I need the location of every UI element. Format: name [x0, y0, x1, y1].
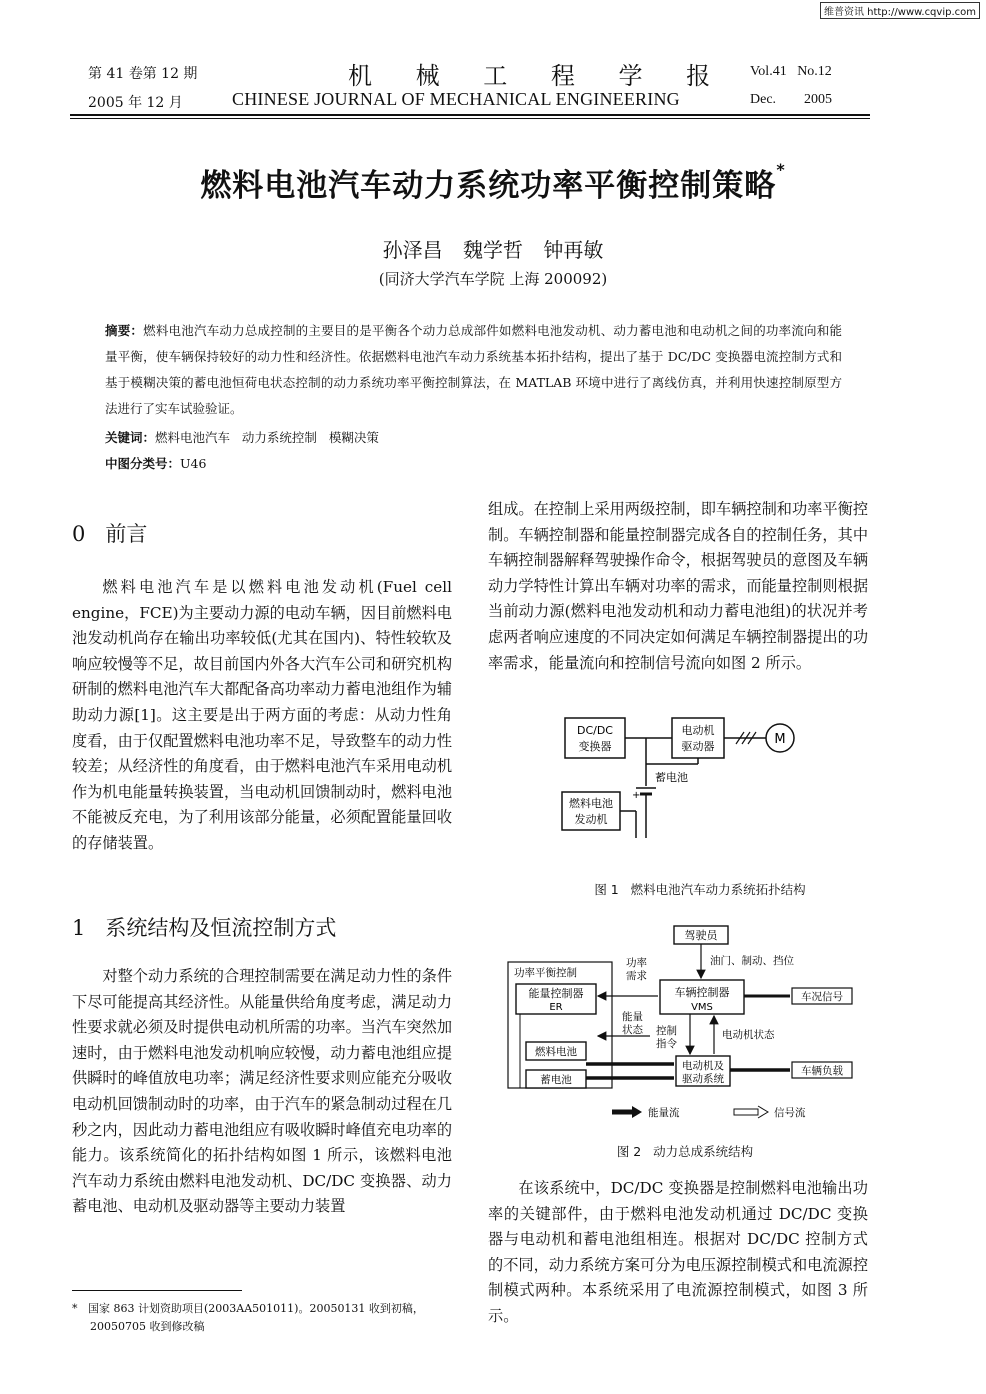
- fce-label-1: 燃料电池: [569, 797, 613, 810]
- motor-driver-label-2: 驱动器: [681, 740, 715, 753]
- date-en: Dec. 2005: [750, 92, 833, 107]
- vehicle-load-label: 车辆负载: [801, 1065, 843, 1077]
- figure-2-caption: 图 2 动力总成系统结构: [616, 1144, 754, 1159]
- driver-label: 驾驶员: [684, 929, 718, 942]
- footnote-mark: *: [72, 1302, 78, 1315]
- battery-plus: +: [632, 790, 641, 801]
- footnote-line-2: 20050705 收到修改稿: [90, 1320, 205, 1333]
- paper-title: 燃料电池汽车动力系统功率平衡控制策略*: [200, 160, 786, 204]
- footnote: [72, 1300, 424, 1336]
- keywords-text: 燃料电池汽车 动力系统控制 模糊决策: [155, 430, 379, 445]
- power-demand-label-2: 需求: [626, 970, 647, 982]
- pedal-label: 油门、制动、挡位: [710, 955, 794, 967]
- abstract-text: 燃料电池汽车动力总成控制的主要目的是平衡各个动力总成部件如燃料电池发动机、动力蓄电池和电动机之间的功率流向和能量平衡，使车辆保持较好的动力性和经济性。依据燃料电池汽车动力系统基本拓扑结构，提出了基于 DC/DC 变换器电流控制方式和基于模糊决策的蓄电池恒荷电状态控制的动力系统功率平衡控制算法，在 MATLAB 环境中进行了离线仿真，并利用快速控制原型方法进行了实车试验验证。: [105, 323, 842, 416]
- energy-controller-label-2: ER: [549, 1002, 563, 1013]
- keywords-label: 关键词：: [105, 430, 156, 445]
- dcdc-label-2: 变换器: [578, 740, 612, 753]
- legend-energy-label: 能量流: [648, 1107, 680, 1119]
- motor-drive-label-2: 驱动系统: [682, 1073, 724, 1085]
- keywords: [105, 428, 379, 446]
- header-rule-thin: [70, 118, 870, 119]
- motor-driver-label-1: 电动机: [681, 724, 715, 737]
- abstract: [105, 318, 842, 422]
- fce-label-2: 发动机: [574, 813, 608, 826]
- header-rule: [70, 114, 870, 116]
- authors: 孙泽昌 魏学哲 钟再敏: [382, 238, 604, 262]
- motor-state-label: 电动机状态: [722, 1029, 775, 1041]
- legend-signal-label: 信号流: [774, 1107, 806, 1119]
- battery-box-label: 蓄电池: [540, 1074, 572, 1086]
- right-paragraph-2: 在该系统中，DC/DC 变换器是控制燃料电池输出功率的关键部件，由于燃料电池发动机通过 DC/DC 变换器与电动机和蓄电池组相连。根据对 DC/DC 控制方式的不同，动力系统方案可分为电压源控制模式和电流源控制模式两种。本系统采用了电流源控制模式，如图 3 所示。: [488, 1179, 868, 1325]
- intro-paragraph: 燃料电池汽车是以燃料电池发动机(Fuel cell engine，FCE)为主要动力源的电动车辆，因目前燃料电池发动机尚存在输出功率较低(尤其在国内)、特性较软及响应较慢等不足，故目前国内外各大汽车公司和研究机构研制的燃料电池汽车大都配备高功率动力蓄电池组作为辅助动力源[1]。这主要是出于两方面的考虑：从动力性角度看，由于仅配置燃料电池功率不足，导致整车的动力性较差；从经济性的角度看，由于燃料电池汽车采用电动机作为机电能量转换装置，当电动机回馈制动时，燃料电池不能被反充电，为了利用该部分能量，必须配置能量回收的存储装置。: [72, 578, 452, 852]
- vms-label-2: VMS: [691, 1002, 713, 1013]
- clc-label: 中图分类号：: [105, 456, 181, 471]
- clc-number: [105, 454, 206, 472]
- watermark: 维普资讯 http://www.cqvip.com: [820, 2, 980, 19]
- motor-m-label: M: [774, 732, 786, 747]
- affiliation: (同济大学汽车学院 上海 200092): [378, 270, 608, 288]
- energy-controller-label-1: 能量控制器: [528, 987, 584, 1000]
- fuel-cell-label: 燃料电池: [535, 1046, 577, 1058]
- power-balance-frame: [508, 962, 612, 1088]
- right-paragraph-1: 组成。在控制上采用两级控制，即车辆控制和功率平衡控制。车辆控制器和能量控制器完成各自的控制任务，其中车辆控制器解释驾驶操作命令，根据驾驶员的意图及车辆动力学特性计算出车辆对功率的需求，而能量控制则根据当前动力源(燃料电池发动机和动力蓄电池组)的状况并考虑两者响应速度的不同决定如何满足车辆控制器提出的功率需求，能量流向和控制信号流向如图 2 所示。: [488, 500, 868, 672]
- section-1-heading: 1 系统结构及恒流控制方式: [72, 916, 337, 940]
- abstract-label: 摘要：: [105, 323, 144, 338]
- power-balance-label: 功率平衡控制: [514, 967, 577, 979]
- control-cmd-label-1: 控制: [656, 1025, 677, 1037]
- motor-drive-label-1: 电动机及: [682, 1060, 724, 1072]
- power-demand-label-1: 功率: [626, 957, 647, 969]
- date-cn: 2005 年 12 月: [88, 95, 183, 111]
- control-cmd-label-2: 指令: [656, 1038, 677, 1050]
- footnote-line-1: 国家 863 计划资助项目(2003AA501011)。20050131 收到初稿，: [88, 1302, 424, 1315]
- section-0-heading: 0 前言: [72, 522, 148, 546]
- journal-title-en: CHINESE JOURNAL OF MECHANICAL ENGINEERING: [232, 89, 680, 109]
- volume-issue-en: Vol.41 No.12: [750, 64, 832, 79]
- figure-1-topology-diagram: [540, 708, 860, 868]
- vms-label-1: 车辆控制器: [674, 986, 730, 999]
- energy-state-label-2: 状态: [622, 1024, 643, 1036]
- journal-title-cn: 机 械 工 程 学 报: [348, 62, 729, 90]
- dcdc-label-1: DC/DC: [576, 724, 614, 737]
- figure-2-powertrain-diagram: [500, 924, 870, 1124]
- battery-label: 蓄电池: [655, 771, 688, 784]
- legend-energy-arrowhead: [632, 1106, 642, 1118]
- vehicle-signal-label: 车况信号: [801, 991, 843, 1003]
- legend-signal-bar: [734, 1109, 758, 1115]
- energy-state-label-1: 能量: [622, 1011, 643, 1023]
- clc-text: U46: [180, 456, 207, 471]
- figure-1-caption: 图 1 燃料电池汽车动力系统拓扑结构: [594, 882, 806, 897]
- footnote-rule: [72, 1290, 242, 1291]
- title-footnote-mark: *: [776, 160, 786, 179]
- volume-issue-cn: 第 41 卷第 12 期: [88, 66, 198, 82]
- section-1-paragraph: 对整个动力系统的合理控制需要在满足动力性的条件下尽可能提高其经济性。从能量供给角度考虑，满足动力性要求就必须及时提供电动机所需的功率。当汽车突然加速时，由于燃料电池发动机响应较慢，动力蓄电池组应提供瞬时的峰值放电功率；满足经济性要求则应能充分吸收电动机回馈制动时的功率，由于汽车的紧急制动过程在几秒之内，因此动力蓄电池组应有吸收瞬时峰值充电功率的能力。该系统简化的拓扑结构如图 1 所示，该燃料电池汽车动力系统由燃料电池发动机、DC/DC 变换器、动力蓄电池、电动机及驱动器等主要动力装置: [72, 967, 452, 1216]
- legend-signal-arrowhead: [758, 1106, 768, 1118]
